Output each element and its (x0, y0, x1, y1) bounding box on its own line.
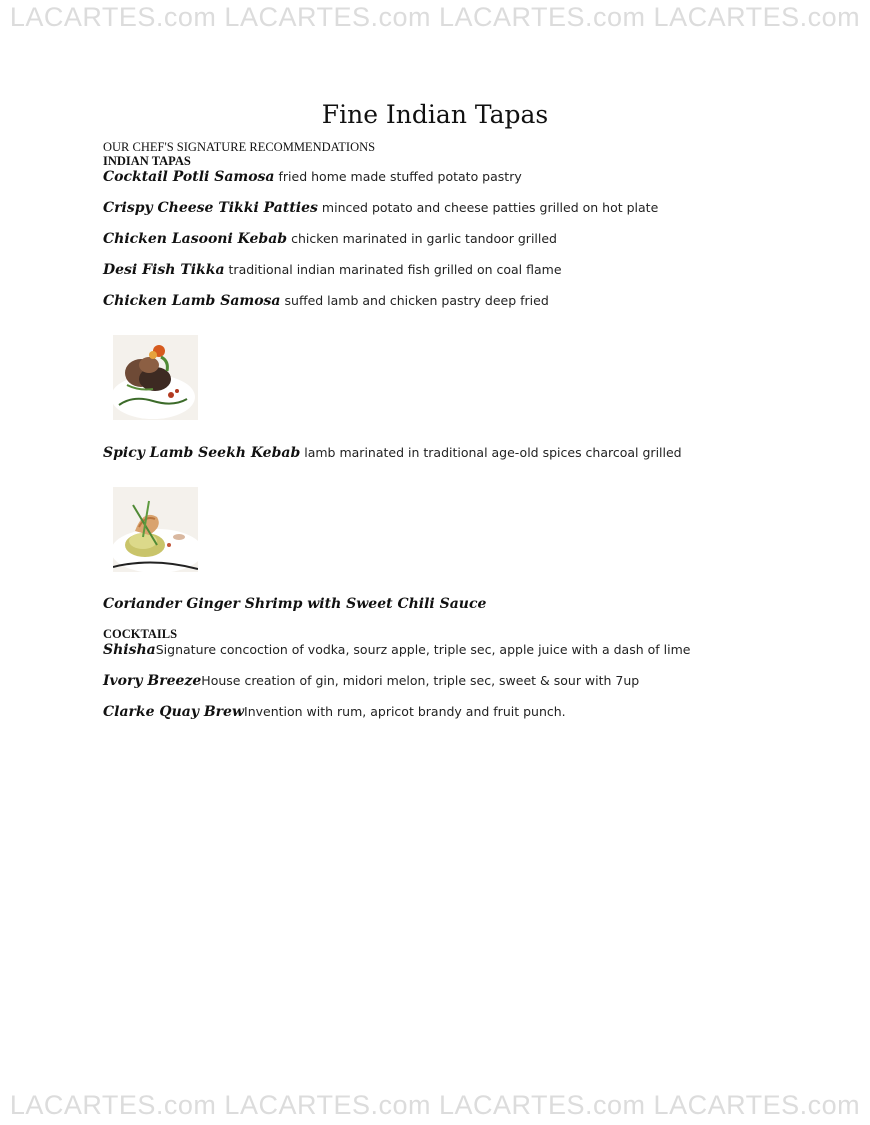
item-name: Ivory Breeze (103, 673, 202, 689)
watermark-bottom: LACARTES.com LACARTES.com LACARTES.com LACARTES.com (9, 1090, 861, 1120)
item-name: Chicken Lasooni Kebab (103, 231, 288, 247)
menu-item-desi-fish-tikka (103, 261, 562, 279)
signature-subtitle: OUR CHEF'S SIGNATURE RECOMMENDATIONS (103, 140, 376, 154)
item-description: traditional indian marinated fish grilled on coal flame (228, 262, 562, 277)
item-name: Crispy Cheese Tikki Patties (103, 200, 318, 216)
cocktail-item-clarke-quay-brew (103, 703, 566, 721)
item-name: Desi Fish Tikka (103, 262, 225, 278)
lamb-dish-photo (113, 335, 198, 420)
tapas-heading: INDIAN TAPAS (103, 154, 191, 168)
item-description: Invention with rum, apricot brandy and fruit punch. (244, 704, 566, 719)
cocktail-item-ivory-breeze (103, 672, 639, 690)
shrimp-dish-photo (113, 487, 198, 572)
item-description: suffed lamb and chicken pastry deep fried (284, 293, 549, 308)
cocktails-heading: COCKTAILS (103, 627, 178, 641)
menu-item-spicy-lamb-seekh-kebab (103, 444, 682, 462)
item-description: Signature concoction of vodka, sourz apple, triple sec, apple juice with a dash of lime (155, 642, 691, 657)
item-description: House creation of gin, midori melon, triple sec, sweet & sour with 7up (201, 673, 640, 688)
item-name: Chicken Lamb Samosa (103, 293, 281, 309)
cocktail-item-shisha (103, 641, 690, 659)
page-title: Fine Indian Tapas (321, 100, 549, 129)
item-name: Clarke Quay Brew (103, 704, 245, 720)
menu-item-chicken-lamb-samosa (103, 292, 549, 310)
watermark-top: LACARTES.com LACARTES.com LACARTES.com LACARTES.com (9, 2, 861, 32)
menu-item-cocktail-potli-samosa (103, 168, 522, 186)
menu-item-chicken-lasooni-kebab (103, 230, 557, 248)
item-description: fried home made stuffed potato pastry (278, 169, 522, 184)
item-name: Shisha (103, 642, 156, 658)
menu-item-coriander-ginger-shrimp (103, 595, 486, 613)
item-name: Coriander Ginger Shrimp with Sweet Chili Sauce (103, 596, 487, 612)
item-description: chicken marinated in garlic tandoor grilled (291, 231, 557, 246)
item-description: minced potato and cheese patties grilled on hot plate (321, 200, 659, 215)
item-description: lamb marinated in traditional age-old spices charcoal grilled (304, 445, 682, 460)
item-name: Spicy Lamb Seekh Kebab (103, 445, 301, 461)
menu-item-crispy-cheese-tikki-patties (103, 199, 658, 217)
item-name: Cocktail Potli Samosa (103, 169, 275, 185)
